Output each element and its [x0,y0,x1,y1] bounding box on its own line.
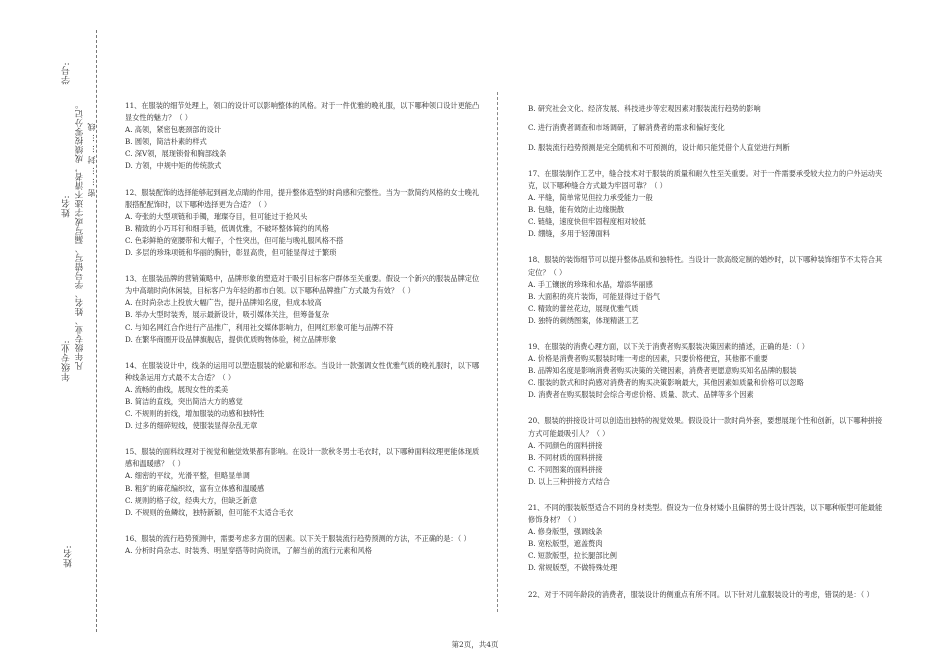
seal-marks: 密……封……线 [87,120,96,197]
option-d: D. 常规版型，不做特殊处理 [528,563,618,573]
question-stem: 21、不同的服装版型适合不同的身材类型。假设为一位身材矮小且偏胖的男士设计西装，以下哪种版型可能最能修饰身材？（ ） [528,503,883,525]
option-c: C. 深V领，展现锁骨和胸部线条 [125,149,227,159]
option-b: B. 包缝，能有效防止边缘脱散 [528,205,625,215]
option-b: B. 圆领，简洁朴素的样式 [125,137,207,147]
question-11 [125,100,480,173]
question-14 [125,360,480,433]
question-stem: 18、服装的装饰细节可以提升整体品质和独特性。当设计一款高级定制的婚纱时，以下哪种装饰细节不太符合其定位？（ ） [528,255,883,277]
option-d: D. 消费者在购买服装时会综合考虑价格、质量、款式、品牌等多个因素 [528,390,754,400]
question-20 [528,415,883,488]
option-c: C. 服装的款式和时尚感对消费者的购买决策影响最大，其他因素如质量和价格可以忽略 [528,378,804,388]
question-13 [125,273,480,346]
question-stem: 20、服装的拼接设计可以创造出独特的视觉效果。假设设计一款时尚外套，要想展现个性和创新，以下哪种拼接方式可能最吸引人？（ ） [528,416,883,438]
question-16-continued [528,103,883,154]
question-stem: 12、服装配饰的选择能够起到画龙点睛的作用，提升整体造型的时尚感和完整性。当为一款简约风格的女士晚礼服搭配配饰时，以下哪种选择更为合适？（ ） [125,187,480,209]
option-a: A. 细密的平纹，光滑平整，但略显单调 [125,471,250,481]
option-c: C. 进行消费者调查和市场调研，了解消费者的需求和偏好变化 [528,123,725,133]
option-d: D. 方领，中规中矩的传统款式 [125,161,222,171]
column-divider [497,92,498,612]
option-a: A. 在时尚杂志上投放大幅广告，提升品牌知名度，但成本较高 [125,298,322,308]
option-b: B. 简洁的直线，突出简洁大方的感觉 [125,396,243,406]
option-a: A. 价格是消费者购买服装时唯一考虑的因素，只要价格便宜，其他都不重要 [528,354,768,364]
option-d: D. 在繁华商圈开设品牌旗舰店，提供优质购物体验，树立品牌形象 [125,334,337,344]
question-22 [528,589,883,601]
option-c: C. 不规则的折线，增加服装的动感和独特性 [125,409,265,419]
question-21 [528,502,883,575]
notice-text: 凡年级专业、姓名、学号错写、漏写或字迹不清者，成绩按零分记。 [75,100,85,370]
option-a: A. 夸张的大型项链和手镯，璀璨夺目，但可能过于抢风头 [125,211,308,221]
right-column [528,96,883,615]
question-stem: 13、在服装品牌的营销策略中，品牌形象的塑造对于吸引目标客户群体至关重要。假设一个新兴的服装品牌定位为中高端时尚休闲装，目标客户为年轻的都市白领。以下哪种品牌推广方式最为有效？（ ） [125,274,480,296]
option-b: B. 宽松版型，遮盖赘肉 [528,539,603,549]
option-c: C. 不同图案的面料拼接 [528,464,603,474]
option-b: B. 举办大型时装秀，展示最新设计，吸引媒体关注，但筹备复杂 [125,310,329,320]
left-column [125,100,480,571]
school-label: 姓名: [64,545,74,568]
question-16 [125,533,480,557]
question-stem: 17、在服装制作工艺中，缝合技术对于服装的质量和耐久性至关重要。对于一件需要承受较大拉力的户外运动夹克，以下哪种缝合方式最为牢固可靠？（ ） [528,168,883,190]
question-stem: 15、服装的面料纹理对于视觉和触觉效果都有影响。在设计一款秋冬男士毛衣时，以下哪种面料纹理更能体现质感和温暖感？（ ） [125,447,480,469]
option-c: C. 链缝，速度快但牢固程度相对较低 [528,217,646,227]
option-a: A. 分析时尚杂志、时装秀、明星穿搭等时尚资讯，了解当前的流行元素和风格 [125,545,372,555]
page-footer: 第2页，共4页 [451,640,499,649]
question-stem: 19、在服装的消费心理方面，以下关于消费者购买服装决策因素的描述，正确的是：（ ） [528,341,809,351]
option-d: D. 不规则的鱼鳞纹，独特新颖，但可能不太适合毛衣 [125,507,294,517]
option-b: B. 不同材质的面料拼接 [528,452,603,462]
question-stem: 11、在服装的细节处理上，领口的设计可以影响整体的风格。对于一件优雅的晚礼服，以下哪种领口设计更能凸显女性的魅力？（ ） [125,101,480,123]
option-d: D. 以上三种拼接方式结合 [528,476,610,486]
question-12 [125,187,480,260]
question-stem: 16、服装的流行趋势预测中，需要考虑多方面的因素。以下关于服装流行趋势预测的方法，不正确的是：（ ） [125,533,471,543]
question-stem: 22、对于不同年龄段的消费者，服装设计的侧重点有所不同。以下针对儿童服装设计的考虑，错误的是：（ ） [528,589,874,599]
option-b: B. 品牌知名度是影响消费者购买决策的关键因素，消费者更愿意购买知名品牌的服装 [528,366,797,376]
option-d: D. 服装流行趋势预测是完全随机和不可预测的，设计师只能凭借个人直觉进行判断 [528,142,790,152]
major-label: 年级专业: [62,340,72,382]
option-a: A. 流畅的曲线，展现女性的柔美 [125,384,229,394]
option-a: A. 修身版型，强调线条 [528,527,603,537]
option-b: B. 大面积的亮片装饰，可能显得过于俗气 [528,291,661,301]
option-c: C. 与知名网红合作进行产品推广，利用社交媒体影响力，但网红形象可能与品牌不符 [125,322,394,332]
option-a: A. 高领，紧密包裹颈部的设计 [125,125,222,135]
option-a: A. 不同颜色的面料拼接 [528,440,603,450]
option-c: C. 精致的蕾丝花边，展现优雅气质 [528,303,639,313]
option-c: C. 短款版型，拉长腿部比例 [528,551,617,561]
option-d: D. 独特的刺绣图案，体现精湛工艺 [528,315,639,325]
question-18 [528,254,883,327]
option-a: A. 手工镶嵌的珍珠和水晶，增添华丽感 [528,279,653,289]
option-b: B. 精致的小巧耳钉和细手链，低调优雅，不破坏整体简约的风格 [125,223,329,233]
option-d: D. 多层的珍珠项链和华丽的胸针，彰显高贵，但可能显得过于繁琐 [125,248,337,258]
option-b: B. 研究社会文化、经济发展、科技进步等宏观因素对服装流行趋势的影响 [528,104,761,114]
option-d: D. 过多的细碎短线，使服装显得杂乱无章 [125,421,258,431]
question-15 [125,446,480,519]
question-17 [528,168,883,241]
option-b: B. 粗犷的麻花编织纹，富有立体感和温暖感 [125,483,265,493]
question-19 [528,341,883,401]
id-field: 学号: [62,62,72,85]
option-d: D. 绷缝，多用于轻薄面料 [528,229,610,239]
option-c: C. 规则的格子纹，经典大方，但缺乏新意 [125,495,258,505]
question-stem: 14、在服装设计中，线条的运用可以塑造服装的轮廓和形态。当设计一款强调女性优雅气质的晚礼服时，以下哪种线条运用方式最不太合适？（ ） [125,360,480,382]
option-c: C. 色彩鲜艳的宽腰带和大帽子，个性突出，但可能与晚礼服风格不搭 [125,235,344,245]
binding-margin [0,0,110,672]
name-field: 姓名: [62,195,72,218]
option-a: A. 平缝，简单常见但拉力承受能力一般 [528,193,653,203]
